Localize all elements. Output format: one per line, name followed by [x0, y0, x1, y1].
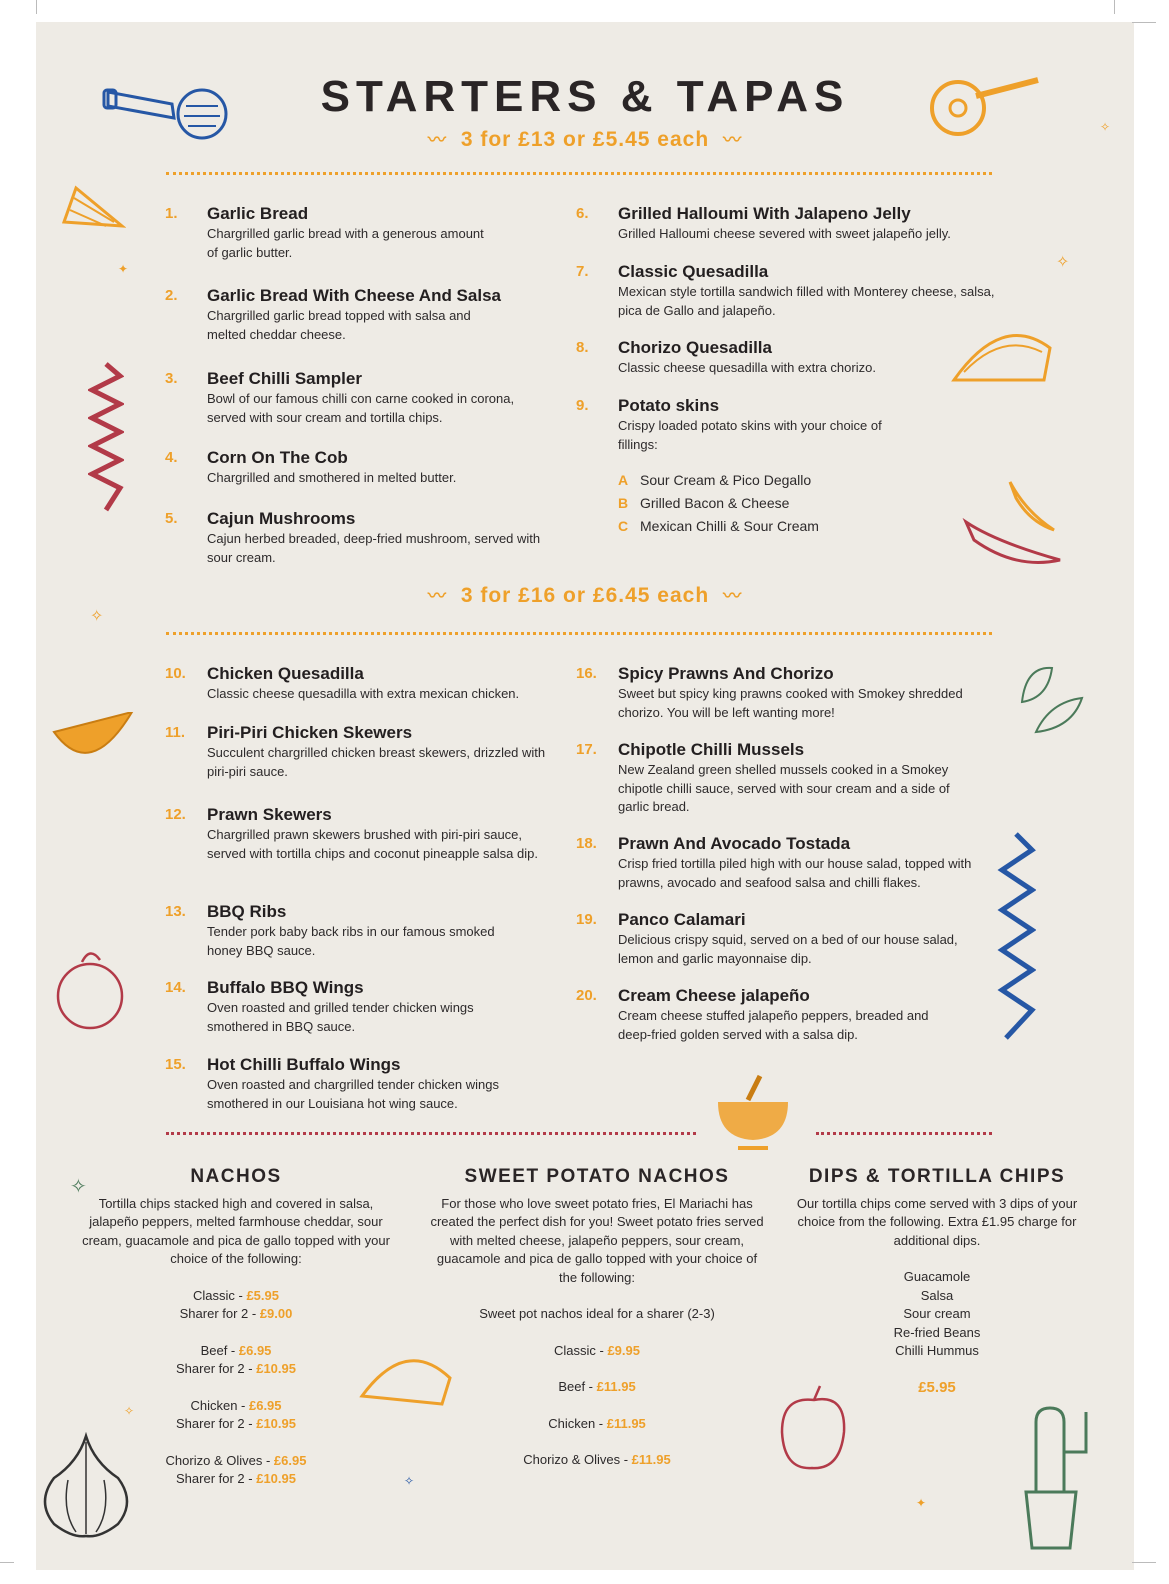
menu-item [165, 723, 587, 781]
sweet-nachos-option [428, 1415, 766, 1434]
menu-item [165, 369, 587, 427]
dips-section [792, 1168, 1082, 1397]
nachos-section [80, 1168, 392, 1489]
item-number: 15. [165, 1056, 186, 1073]
section-description: For those who love sweet potato fries, El Mariachi has created the perfect dish for you! Sweet potato fries served with melted cheese, jalapeño peppers, sour cream, guacamole and pica de gallo topped with your choice of the following: [430, 1195, 764, 1285]
item-number: 2. [165, 287, 178, 304]
sharer-price: £10.95 [256, 1471, 296, 1486]
squiggle-blue-icon [996, 832, 1036, 1042]
item-number: 20. [576, 987, 597, 1004]
option-price: £6.95 [238, 1342, 272, 1358]
option-letter: A [618, 472, 629, 488]
option-label: Classic - [554, 1342, 608, 1358]
menu-item [576, 740, 998, 817]
sharer-price: £10.95 [256, 1416, 296, 1431]
option-text: Grilled Bacon & Cheese [640, 495, 790, 511]
squiggle-icon: 〰 [723, 586, 743, 606]
option-label: Chorizo & Olives - [165, 1452, 274, 1468]
option-label: Beef - [200, 1342, 239, 1358]
section-description: Our tortilla chips come served with 3 dips of your choice from the following. Extra £1.95 charge for additional dips. [796, 1195, 1078, 1248]
sparkle-icon: ✧ [1100, 120, 1111, 134]
squiggle-red-icon [88, 362, 124, 512]
sharer-label: Sharer for 2 - [176, 1361, 257, 1376]
sparkle-icon: ✧ [404, 1474, 415, 1488]
crop-mark [0, 1562, 14, 1563]
menu-item [165, 805, 587, 863]
menu-item [576, 338, 1008, 378]
item-number: 3. [165, 370, 178, 387]
dips-price: £5.95 [918, 1378, 956, 1396]
item-name: Chipotle Chilli Mussels [618, 740, 805, 759]
item-number: 18. [576, 835, 597, 852]
item-description: Delicious crispy squid, served on a bed of our house salad, lemon and garlic mayonnaise dip. [618, 932, 958, 966]
deal-line-1 [36, 126, 1134, 152]
menu-item [576, 262, 1008, 320]
section-description: Tortilla chips stacked high and covered in salsa, jalapeño peppers, melted farmhouse cheddar, sour cream, guacamole and pica de gallo topped with your choice of the following: [82, 1195, 390, 1266]
option-price: £6.95 [273, 1452, 307, 1468]
section-title: NACHOS [190, 1166, 282, 1187]
cactus-icon [1006, 1382, 1116, 1552]
option-text: Mexican Chilli & Sour Cream [640, 518, 819, 534]
squiggle-icon: 〰 [723, 130, 743, 150]
menu-item [576, 986, 998, 1044]
item-number: 19. [576, 911, 597, 928]
item-name: Grilled Halloumi With Jalapeno Jelly [618, 204, 911, 223]
bowl-icon [698, 1072, 808, 1152]
crop-mark [1132, 1562, 1156, 1563]
item-name: Corn On The Cob [207, 448, 348, 467]
sparkle-icon: ✦ [118, 262, 129, 276]
item-description: Classic cheese quesadilla with extra chorizo. [618, 360, 876, 375]
sparkle-icon: ✧ [124, 1404, 135, 1418]
sharer-price: £10.95 [256, 1361, 296, 1376]
menu-item [165, 509, 587, 567]
item-number: 9. [576, 397, 589, 414]
nachos-sharer [80, 1305, 392, 1324]
item-number: 5. [165, 510, 178, 527]
item-description: Crispy loaded potato skins with your choice of fillings: [618, 418, 882, 452]
item-name: Cream Cheese jalapeño [618, 986, 810, 1005]
item-name: Chicken Quesadilla [207, 664, 364, 683]
item-number: 10. [165, 665, 186, 682]
menu-item [165, 664, 587, 704]
item-number: 11. [165, 724, 186, 741]
sharer-label: Sharer for 2 - [176, 1471, 257, 1486]
nachos-option [80, 1452, 392, 1471]
sweet-nachos-option [428, 1451, 766, 1470]
item-number: 1. [165, 205, 178, 222]
menu-item [576, 910, 998, 968]
item-description: Cream cheese stuffed jalapeño peppers, breaded and deep-fried golden served with a salsa dip. [618, 1008, 929, 1042]
item-name: Prawn And Avocado Tostada [618, 834, 851, 853]
option-label: Classic - [193, 1287, 247, 1303]
chilli-icon [956, 462, 1066, 572]
divider [166, 172, 992, 175]
item-description: Chargrilled garlic bread topped with salsa and melted cheddar cheese. [207, 308, 471, 342]
item-name: Prawn Skewers [207, 805, 332, 824]
option-price: £11.95 [606, 1415, 646, 1431]
section-title: SWEET POTATO NACHOS [464, 1166, 730, 1187]
menu-item [165, 204, 587, 262]
item-name: Cajun Mushrooms [207, 509, 356, 528]
item-name: Garlic Bread [207, 204, 309, 223]
nachos-option [80, 1287, 392, 1306]
nachos-sharer [80, 1360, 392, 1379]
dip-item: Guacamole [903, 1269, 971, 1284]
squiggle-icon: 〰 [427, 586, 447, 606]
item-description: Classic cheese quesadilla with extra mexican chicken. [207, 686, 520, 701]
sparkle-icon: ✧ [70, 1176, 87, 1198]
option-price: £11.95 [631, 1452, 671, 1467]
divider [166, 632, 992, 635]
sharer-label: Sharer for 2 - [176, 1416, 257, 1431]
item-number: 4. [165, 449, 178, 466]
item-name: Piri-Piri Chicken Skewers [207, 723, 413, 742]
item-description: Chargrilled garlic bread with a generous amount of garlic butter. [207, 226, 484, 260]
item-description: Chargrilled prawn skewers brushed with piri-piri sauce, served with tortilla chips and coconut pineapple salsa dip. [207, 827, 538, 861]
item-number: 13. [165, 903, 186, 920]
option-letter: B [618, 495, 629, 511]
menu-page [36, 22, 1134, 1570]
orange-slice-icon [50, 712, 136, 772]
item-description: Sweet but spicy king prawns cooked with Smokey shredded chorizo. You will be left wanting more! [618, 686, 963, 720]
item-name: Panco Calamari [618, 910, 746, 929]
item-description: Succulent chargrilled chicken breast skewers, drizzled with piri-piri sauce. [207, 745, 546, 779]
item-name: Chorizo Quesadilla [618, 338, 772, 357]
menu-item [576, 834, 998, 892]
deal-text: 3 for £16 or £6.45 each [460, 584, 710, 607]
crop-mark [1132, 22, 1156, 23]
sparkle-icon: ✧ [90, 608, 104, 625]
dip-item: Re-fried Beans [893, 1324, 981, 1340]
option-price: £9.95 [607, 1342, 640, 1358]
option-label: Chorizo & Olives - [523, 1452, 632, 1467]
item-description: Oven roasted and chargrilled tender chicken wings smothered in our Louisiana hot wing sauce. [207, 1077, 499, 1111]
page-title: STARTERS & TAPAS [320, 72, 850, 121]
item-number: 16. [576, 665, 597, 682]
option-label: Chicken - [190, 1397, 249, 1413]
menu-item [165, 902, 587, 960]
section-title: DIPS & TORTILLA CHIPS [808, 1166, 1066, 1187]
sparkle-icon: ✦ [916, 1496, 927, 1510]
sharer-price: £9.00 [259, 1306, 293, 1321]
deal-text: 3 for £13 or £5.45 each [460, 128, 710, 151]
filling-option [618, 495, 789, 511]
item-name: Spicy Prawns And Chorizo [618, 664, 834, 683]
item-description: Oven roasted and grilled tender chicken wings smothered in BBQ sauce. [207, 1000, 474, 1034]
option-price: £11.95 [596, 1379, 636, 1394]
apple-icon [774, 1384, 854, 1474]
item-description: Bowl of our famous chilli con carne cooked in corona, served with sour cream and tortilla chips. [207, 391, 515, 425]
squiggle-icon: 〰 [427, 130, 447, 150]
filling-option [618, 518, 819, 534]
crop-mark [36, 0, 37, 14]
item-number: 7. [576, 263, 589, 280]
item-description: Grilled Halloumi cheese severed with sweet jalapeño jelly. [618, 226, 951, 241]
menu-item [576, 664, 998, 722]
item-description: New Zealand green shelled mussels cooked in a Smokey chipotle chilli sauce, served with sour cream and a side of garlic bread. [618, 762, 950, 814]
item-name: BBQ Ribs [207, 902, 287, 921]
item-name: Garlic Bread With Cheese And Salsa [207, 286, 501, 305]
item-description: Mexican style tortilla sandwich filled with Monterey cheese, salsa, pica de Gallo and jalapeño. [618, 284, 995, 318]
menu-item [576, 396, 938, 454]
cheese-icon [56, 182, 126, 237]
sweet-nachos-option [428, 1378, 766, 1397]
menu-item [165, 448, 587, 488]
deal-line-2 [36, 582, 1134, 608]
menu-item [165, 1055, 587, 1113]
dip-item: Sour cream [903, 1306, 971, 1321]
option-letter: C [618, 518, 629, 534]
divider [166, 1132, 696, 1135]
item-description: Chargrilled and smothered in melted butter. [207, 470, 457, 485]
section-note: Sweet pot nachos ideal for a sharer (2-3) [479, 1306, 715, 1321]
menu-item [165, 978, 587, 1036]
item-description: Tender pork baby back ribs in our famous smoked honey BBQ sauce. [207, 924, 495, 958]
item-name: Potato skins [618, 396, 720, 415]
option-price: £6.95 [248, 1397, 282, 1413]
filling-option [618, 472, 811, 488]
crop-mark [1114, 0, 1115, 14]
sweet-potato-nachos-section [428, 1168, 766, 1470]
leaves-icon [1016, 662, 1086, 742]
item-description: Crisp fried tortilla piled high with our house salad, topped with prawns, avocado and seafood salsa and chilli flakes. [618, 856, 972, 890]
option-text: Sour Cream & Pico Degallo [640, 472, 812, 488]
menu-item [576, 204, 1008, 244]
dip-item: Chilli Hummus [895, 1343, 979, 1358]
item-number: 6. [576, 205, 589, 222]
item-number: 12. [165, 806, 186, 823]
nachos-option [80, 1342, 392, 1361]
item-name: Classic Quesadilla [618, 262, 769, 281]
dip-item: Salsa [920, 1287, 954, 1303]
tomato-icon [52, 942, 128, 1032]
sweet-nachos-option [428, 1342, 766, 1361]
item-name: Hot Chilli Buffalo Wings [207, 1055, 401, 1074]
item-name: Beef Chilli Sampler [207, 369, 362, 388]
menu-item [165, 286, 587, 344]
nachos-sharer [80, 1470, 392, 1489]
option-price: £5.95 [246, 1287, 279, 1303]
divider [816, 1132, 992, 1135]
sharer-label: Sharer for 2 - [179, 1306, 260, 1321]
option-label: Beef - [558, 1379, 597, 1394]
sparkle-icon: ✧ [1056, 254, 1070, 271]
option-label: Chicken - [548, 1415, 607, 1431]
item-name: Buffalo BBQ Wings [207, 978, 364, 997]
item-number: 8. [576, 339, 589, 356]
item-description: Cajun herbed breaded, deep-fried mushroom, served with sour cream. [207, 531, 541, 565]
item-number: 17. [576, 741, 597, 758]
item-number: 14. [165, 979, 186, 996]
